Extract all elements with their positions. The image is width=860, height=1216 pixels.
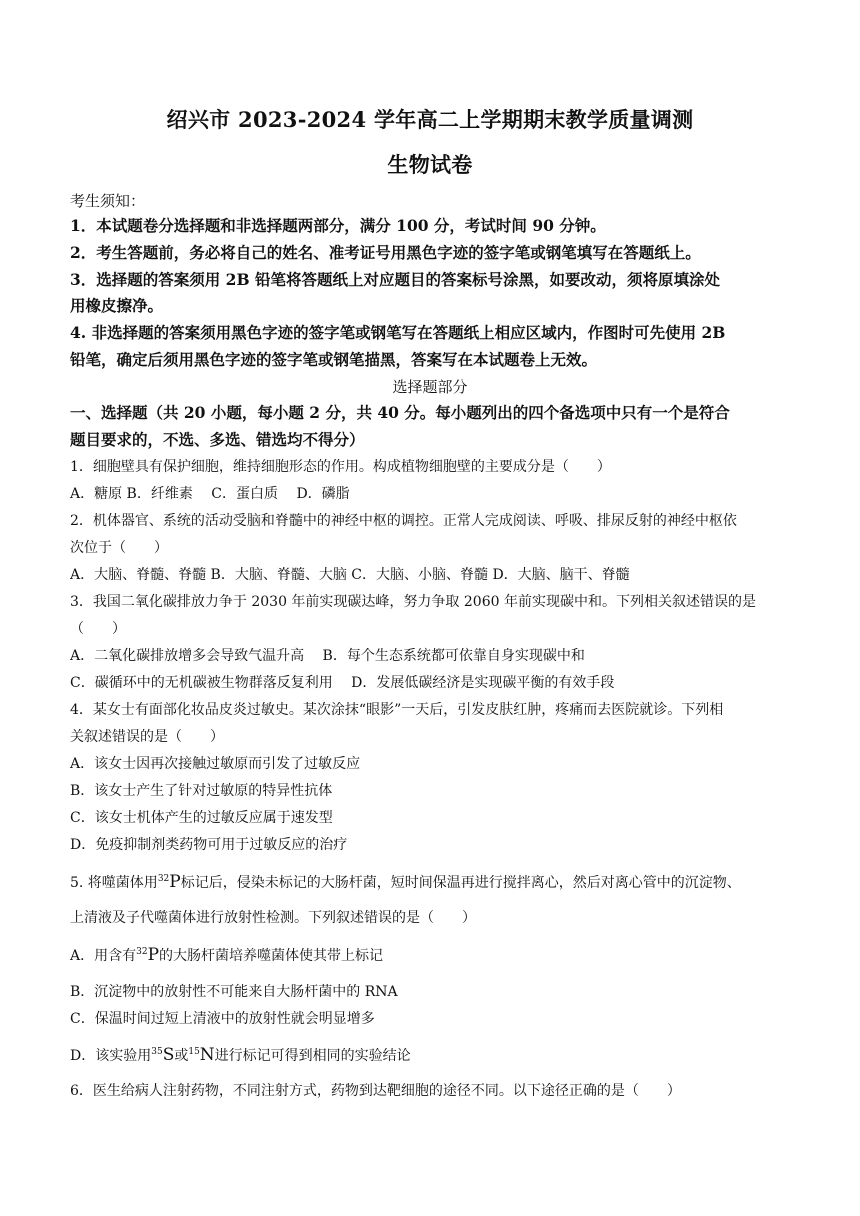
- isotope-mass: 35: [151, 1047, 163, 1057]
- isotope-symbol: S: [162, 1045, 175, 1065]
- q4-stem: 4．某女士有面部化妆品皮炎过敏史。某次涂抹“眼影”一天后，引发皮肤红肿，疼痛而去医院就诊。下列相: [70, 702, 724, 718]
- notice-heading: 考生须知：: [70, 192, 146, 210]
- notice-item: 用橡皮擦净。: [70, 296, 164, 315]
- notice-item: 1．本试题卷分选择题和非选择题两部分，满分 100 分，考试时间 90 分钟。: [70, 216, 606, 235]
- notice-item: 2．考生答题前，务必将自己的姓名、准考证号用黑色字迹的签字笔或钢笔填写在答题纸上。: [70, 243, 701, 262]
- page-subtitle: 生物试卷: [387, 152, 473, 177]
- q5-option-b: B．沉淀物中的放射性不可能来自大肠杆菌中的 RNA: [70, 984, 398, 1000]
- q4-option-c: C．该女士机体产生的过敏反应属于速发型: [70, 810, 333, 826]
- q5-stem: [70, 873, 795, 892]
- q5-a-post: 的大肠杆菌培养噬菌体使其带上标记: [159, 948, 384, 964]
- q4-option-b: B．该女士产生了针对过敏原的特异性抗体: [70, 783, 333, 799]
- q5-d-post: 进行标记可得到相同的实验结论: [214, 1048, 411, 1064]
- notice-item: 3．选择题的答案须用 2B 铅笔将答题纸上对应题目的答案标号涂黑，如要改动，须将原填涂处: [70, 270, 720, 289]
- section-title: 选择题部分: [392, 378, 468, 396]
- isotope-symbol: P: [169, 872, 181, 892]
- q5-stem: 上清液及子代噬菌体进行放射性检测。下列叙述错误的是（ ）: [70, 910, 476, 926]
- q3-stem: （ ）: [70, 621, 126, 637]
- isotope-symbol: N: [199, 1045, 215, 1065]
- notice-item: 铅笔，确定后须用黑色字迹的签字笔或钢笔描黑，答案写在本试题卷上无效。: [70, 350, 598, 369]
- q6-stem: 6．医生给病人注射药物，不同注射方式，药物到达靶细胞的途径不同。以下途径正确的是（ ）: [70, 1083, 681, 1099]
- part-heading: 题目要求的，不选、多选、错选均不得分）: [70, 430, 365, 449]
- isotope-mass: 32: [136, 947, 148, 957]
- q5-d-pre: D．该实验用: [70, 1048, 152, 1064]
- q5-option-c: C．保温时间过短上清液中的放射性就会明显增多: [70, 1011, 375, 1027]
- q3-options: A．二氧化碳排放增多会导致气温升高 B．每个生态系统都可依靠自身实现碳中和: [70, 648, 585, 664]
- q1-options: A．糖原 B．纤维素 C．蛋白质 D．磷脂: [70, 486, 350, 502]
- q5-stem-pre: 5. 将噬菌体用: [70, 875, 158, 891]
- q5-a-pre: A．用含有: [70, 948, 137, 964]
- q4-option-a: A．该女士因再次接触过敏原而引发了过敏反应: [70, 756, 361, 772]
- isotope-mass: 32: [157, 874, 170, 884]
- q5-d-or: 或: [174, 1048, 189, 1064]
- q1-stem: 1．细胞壁具有保护细胞，维持细胞形态的作用。构成植物细胞壁的主要成分是（ ）: [70, 459, 611, 475]
- isotope-mass: 15: [188, 1047, 200, 1057]
- part-heading: 一、选择题（共 20 小题，每小题 2 分，共 40 分。每小题列出的四个备选项中只有一个是符合: [70, 403, 730, 422]
- q2-options: A．大脑、脊髓、脊髓 B．大脑、脊髓、大脑 C．大脑、小脑、脊髓 D．大脑、脑干、脊髓: [70, 567, 630, 583]
- q4-stem: 关叙述错误的是（ ）: [70, 729, 224, 745]
- q2-stem: 次位于（ ）: [70, 540, 168, 556]
- q3-options: C．碳循环中的无机碳被生物群落反复利用 D．发展低碳经济是实现碳平衡的有效手段: [70, 675, 615, 691]
- notice-item: 4. 非选择题的答案须用黑色字迹的签字笔或钢笔写在答题纸上相应区域内，作图时可先使用 2B: [70, 323, 726, 342]
- q3-stem: 3．我国二氧化碳排放力争于 2030 年前实现碳达峰，努力争取 2060 年前实现碳中和。下列相关叙述错误的是: [70, 594, 756, 610]
- q4-option-d: D．免疫抑制剂类药物可用于过敏反应的治疗: [70, 837, 348, 853]
- q5-option-a: [70, 946, 795, 965]
- isotope-symbol: P: [147, 945, 160, 965]
- q5-stem-post: 标记后，侵染未标记的大肠杆菌，短时间保温再进行搅拌离心，然后对离心管中的沉淀物、: [180, 875, 741, 891]
- q2-stem: 2．机体器官、系统的活动受脑和脊髓中的神经中枢的调控。正常人完成阅读、呼吸、排尿反射的神经中枢依: [70, 513, 737, 529]
- q5-option-d: [70, 1046, 795, 1065]
- page-title: 绍兴市 2023-2024 学年高二上学期期末教学质量调测: [166, 107, 694, 132]
